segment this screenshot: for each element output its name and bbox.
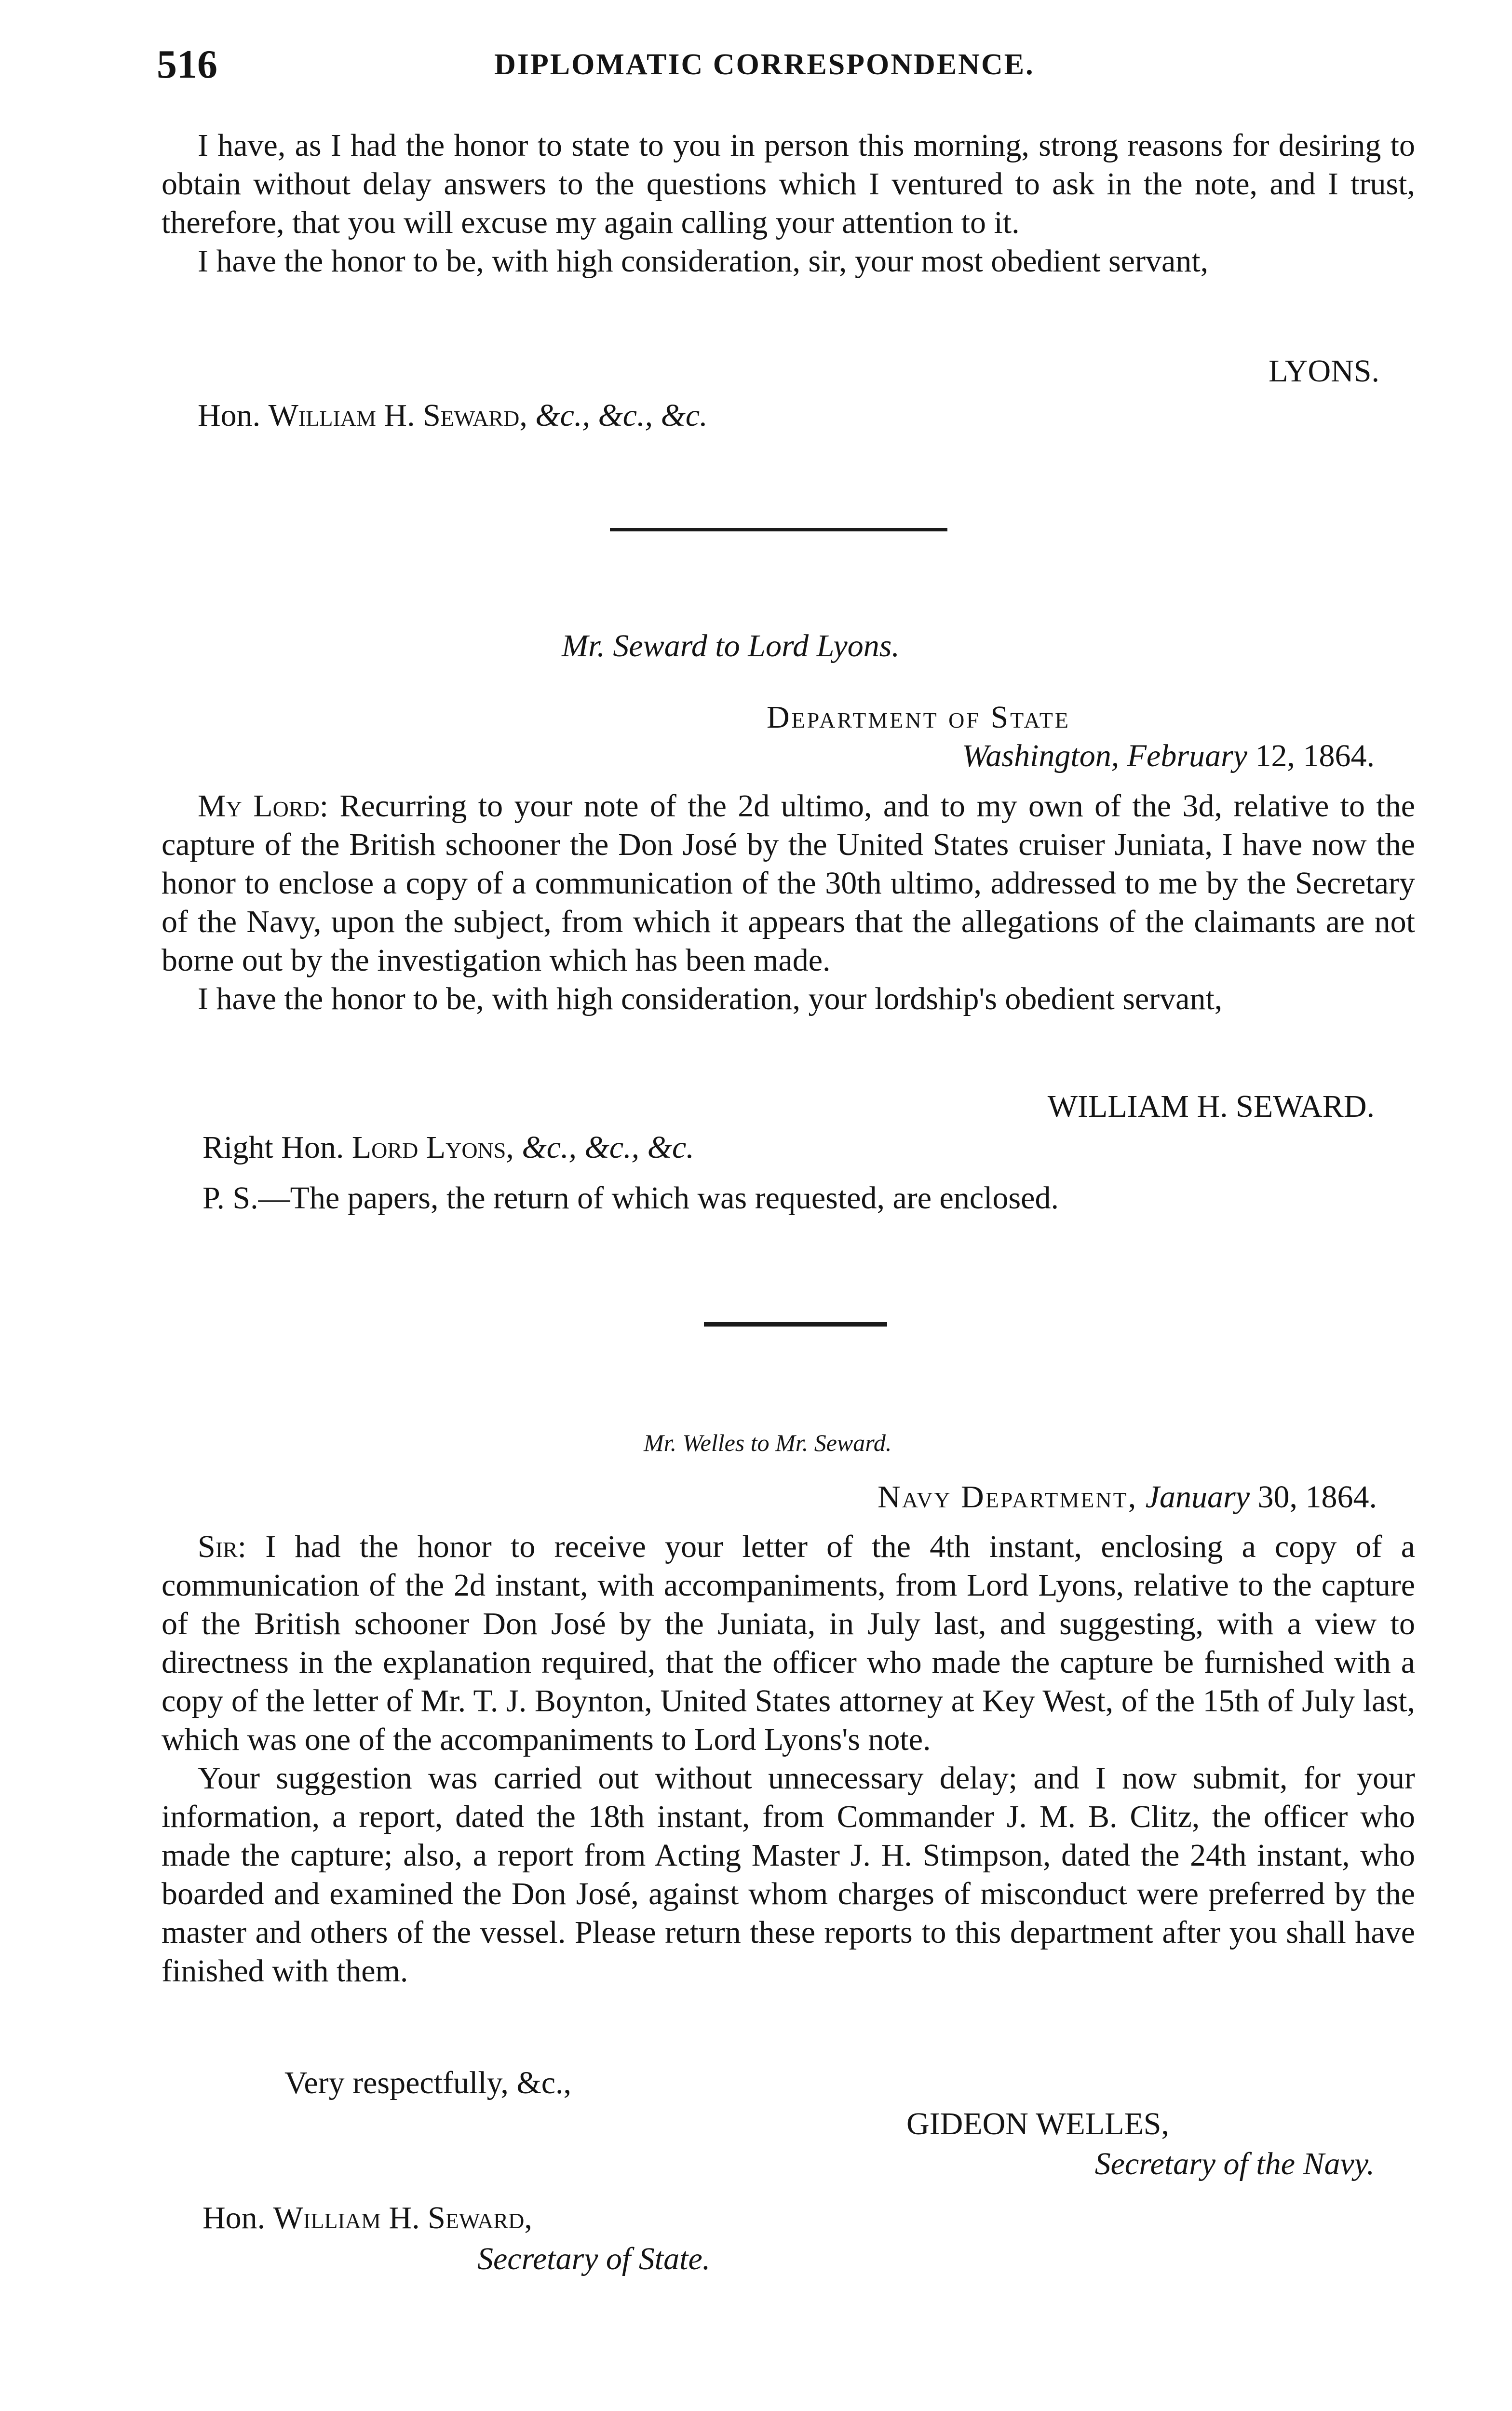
running-title: DIPLOMATIC CORRESPONDENCE. xyxy=(494,48,1035,81)
letter1-paragraph-2: I have the honor to be, with high consideration, sir, your most obedient servant, xyxy=(198,244,1209,279)
letter3-dateline-date: 30, 1864. xyxy=(1257,1479,1377,1515)
letter1-address-prefix: Hon. xyxy=(198,398,261,433)
letter2-body xyxy=(162,787,1415,1018)
letter2-address-prefix: Right Hon. xyxy=(202,1130,344,1165)
page-number: 516 xyxy=(157,42,217,87)
letter3-paragraph-2: Your suggestion was carried out without unnecessary delay; and I now submit, for your information, a report, dated the 18th instant, from Commander J. M. B. Clitz, the officer who made the capture; also, a report from Acting Master J. H. Stimpson, dated the 24th instant, who boarded and examined the Don José, against whom charges of misconduct were preferred by the master and others of the vessel. Please return these reports to this department after you shall have finished with them. xyxy=(162,1761,1415,1989)
section-divider-2 xyxy=(704,1322,887,1327)
letter3-address-name: William H. Seward, xyxy=(273,2200,532,2235)
letter3-heading: Mr. Welles to Mr. Seward. xyxy=(644,1429,892,1456)
letter3-signature-title: Secretary of the Navy. xyxy=(1094,2146,1375,2181)
letter1-address-name: William H. Seward, xyxy=(268,398,527,433)
letter3-body xyxy=(162,1528,1415,1991)
letter1-paragraph-1: I have, as I had the honor to state to you in person this morning, strong reasons for desiring to obtain without delay answers to the questions which I ventured to ask in the note, and I trust, therefore, that you will excuse my again calling your attention to it. xyxy=(162,128,1415,240)
letter2-address-etc: &c., &c., &c. xyxy=(522,1130,694,1165)
letter3-paragraph-1 xyxy=(162,1528,1415,1759)
letter3-signature: GIDEON WELLES, xyxy=(906,2106,1170,2141)
letter2-dateline-place: Washington, February xyxy=(962,738,1247,773)
letter2-dateline-office: Department of State xyxy=(767,700,1070,735)
letter3-closing: Very respectfully, &c., xyxy=(284,2065,571,2100)
letter1-body xyxy=(162,126,1415,281)
letter3-salutation: Sir: xyxy=(198,1529,247,1564)
letter1-signature: LYONS. xyxy=(1269,353,1379,389)
letter3-dateline xyxy=(878,1478,1377,1517)
letter3-address-title: Secretary of State. xyxy=(477,2241,711,2276)
letter2-dateline xyxy=(962,737,1375,775)
letter2-address xyxy=(202,1128,694,1167)
letter3-address-prefix: Hon. xyxy=(202,2200,266,2235)
letter2-paragraph-1-text: Recurring to your note of the 2d ultimo, and to my own of the 3d, relative to the capture of the British schooner the Don José by the United States cruiser Juniata, I have now the honor to enclose a copy of a communication of the 30th ultimo, addressed to me by the Secretary of the Navy, upon the subject, from which it appears that the allegations of the claimants are not borne out by the investigation which has been made. xyxy=(162,788,1415,978)
letter3-address xyxy=(202,2199,532,2237)
letter2-salutation: My Lord: xyxy=(198,788,329,824)
letter2-dateline-date: 12, 1864. xyxy=(1255,738,1375,773)
letter2-signature: WILLIAM H. SEWARD. xyxy=(1047,1089,1375,1124)
letter3-dateline-month: January xyxy=(1145,1479,1250,1515)
letter1-address xyxy=(198,396,708,435)
letter1-address-etc: &c., &c., &c. xyxy=(535,398,708,433)
running-header xyxy=(157,41,1420,99)
letter2-address-name: Lord Lyons, xyxy=(351,1130,514,1165)
letter2-postscript: P. S.—The papers, the return of which was requested, are enclosed. xyxy=(202,1180,1059,1216)
letter3-paragraph-1-text: I had the honor to receive your letter of the 4th instant, enclosing a copy of a communication of the 2d instant, with accompaniments, from Lord Lyons, relative to the capture of the British schooner Don José by the Juniata, in July last, and suggesting, with a view to directness in the explanation required, that the officer who made the capture be furnished with a copy of the letter of Mr. T. J. Boynton, United States attorney at Key West, of the 15th of July last, which was one of the accompaniments to Lord Lyons's note. xyxy=(162,1529,1415,1757)
letter2-paragraph-2: I have the honor to be, with high consideration, your lordship's obedient servant, xyxy=(198,981,1223,1016)
section-divider-1 xyxy=(610,528,947,531)
letter2-heading: Mr. Seward to Lord Lyons. xyxy=(562,628,900,664)
letter3-dateline-office: Navy Department, xyxy=(878,1479,1138,1515)
letter2-paragraph-1 xyxy=(162,787,1415,980)
